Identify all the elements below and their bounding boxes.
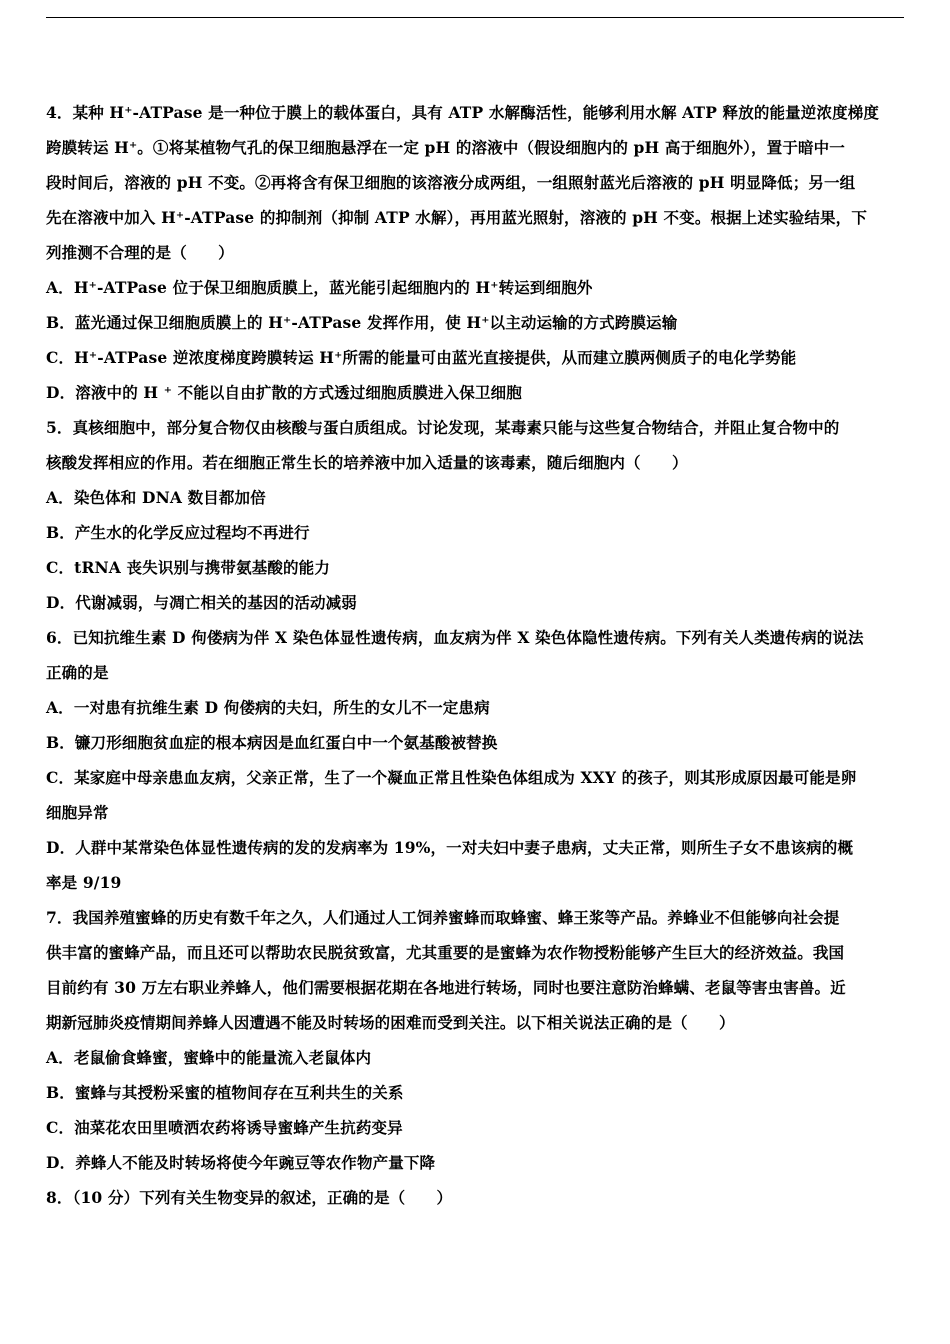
question-7-stem-line: 供丰富的蜜蜂产品，而且还可以帮助农民脱贫致富，尤其重要的是蜜蜂为农作物授粉能够产生巨大的经济效益。我国 bbox=[46, 943, 845, 962]
question-4-stem-line: 先在溶液中加入 H⁺-ATPase 的抑制剂（抑制 ATP 水解），再用蓝光照射，溶液的 pH 不变。根据上述实验结果，下 bbox=[46, 208, 867, 227]
question-6-stem-line: 6．已知抗维生素 D 佝偻病为伴 X 染色体显性遗传病，血友病为伴 X 染色体隐性遗传病。下列有关人类遗传病的说法 bbox=[46, 628, 864, 647]
header-rule bbox=[46, 17, 904, 18]
question-6 bbox=[46, 620, 906, 900]
question-6-option-c-cont: 细胞异常 bbox=[46, 803, 109, 822]
question-5-option-a: A．染色体和 DNA 数目都加倍 bbox=[46, 488, 266, 507]
question-4 bbox=[46, 95, 906, 410]
question-4-stem-line: 段时间后，溶液的 pH 不变。②再将含有保卫细胞的该溶液分成两组，一组照射蓝光后溶液的 pH 明显降低；另一组 bbox=[46, 173, 856, 192]
question-7 bbox=[46, 900, 906, 1180]
question-6-option-a: A．一对患有抗维生素 D 佝偻病的夫妇，所生的女儿不一定患病 bbox=[46, 698, 490, 717]
question-4-stem-line: 4．某种 H⁺-ATPase 是一种位于膜上的载体蛋白，具有 ATP 水解酶活性，能够利用水解 ATP 释放的能量逆浓度梯度 bbox=[46, 103, 880, 122]
question-4-stem-line: 跨膜转运 H⁺。①将某植物气孔的保卫细胞悬浮在一定 pH 的溶液中（假设细胞内的 pH 高于细胞外），置于暗中一 bbox=[46, 138, 845, 157]
question-5 bbox=[46, 410, 906, 620]
question-5-stem-line: 5．真核细胞中，部分复合物仅由核酸与蛋白质组成。讨论发现，某毒素只能与这些复合物结合，并阻止复合物中的 bbox=[46, 418, 840, 437]
question-7-option-d: D．养蜂人不能及时转场将使今年豌豆等农作物产量下降 bbox=[46, 1153, 436, 1172]
question-4-option-b: B．蓝光通过保卫细胞质膜上的 H⁺-ATPase 发挥作用，使 H⁺以主动运输的方式跨膜运输 bbox=[46, 313, 678, 332]
question-5-option-d: D．代谢减弱，与凋亡相关的基因的活动减弱 bbox=[46, 593, 357, 612]
question-7-option-c: C．油菜花农田里喷洒农药将诱导蜜蜂产生抗药变异 bbox=[46, 1118, 403, 1137]
question-7-stem-line: 目前约有 30 万左右职业养蜂人，他们需要根据花期在各地进行转场，同时也要注意防治蜂螨、老鼠等害虫害兽。近 bbox=[46, 978, 846, 997]
question-7-stem-line: 期新冠肺炎疫情期间养蜂人因遭遇不能及时转场的困难而受到关注。以下相关说法正确的是（ ） bbox=[46, 1013, 735, 1032]
question-6-option-d: D．人群中某常染色体显性遗传病的发的发病率为 19%，一对夫妇中妻子患病，丈夫正常，则所生子女不患该病的概 bbox=[46, 838, 854, 857]
question-4-option-a: A．H⁺-ATPase 位于保卫细胞质膜上，蓝光能引起细胞内的 H⁺转运到细胞外 bbox=[46, 278, 593, 297]
question-7-stem-line: 7．我国养殖蜜蜂的历史有数千年之久，人们通过人工饲养蜜蜂而取蜂蜜、蜂王浆等产品。养蜂业不但能够向社会提 bbox=[46, 908, 840, 927]
question-5-option-b: B．产生水的化学反应过程均不再进行 bbox=[46, 523, 310, 542]
question-5-option-c: C．tRNA 丧失识别与携带氨基酸的能力 bbox=[46, 558, 330, 577]
question-4-option-d: D．溶液中的 H ⁺ 不能以自由扩散的方式透过细胞质膜进入保卫细胞 bbox=[46, 383, 522, 402]
question-6-option-d-cont: 率是 9/19 bbox=[46, 873, 122, 892]
question-6-option-b: B．镰刀形细胞贫血症的根本病因是血红蛋白中一个氨基酸被替换 bbox=[46, 733, 498, 752]
question-7-option-b: B．蜜蜂与其授粉采蜜的植物间存在互利共生的关系 bbox=[46, 1083, 404, 1102]
question-content bbox=[46, 95, 906, 1215]
question-4-stem-line: 列推测不合理的是（ ） bbox=[46, 243, 234, 262]
question-8 bbox=[46, 1180, 906, 1215]
question-6-option-c: C．某家庭中母亲患血友病，父亲正常，生了一个凝血正常且性染色体组成为 XXY 的孩子，则其形成原因最可能是卵 bbox=[46, 768, 857, 787]
question-6-stem-line: 正确的是 bbox=[46, 663, 109, 682]
question-7-option-a: A．老鼠偷食蜂蜜，蜜蜂中的能量流入老鼠体内 bbox=[46, 1048, 372, 1067]
question-4-option-c: C．H⁺-ATPase 逆浓度梯度跨膜转运 H⁺所需的能量可由蓝光直接提供，从而建立膜两侧质子的电化学势能 bbox=[46, 348, 797, 367]
question-5-stem-line: 核酸发挥相应的作用。若在细胞正常生长的培养液中加入适量的该毒素，随后细胞内（ ） bbox=[46, 453, 688, 472]
question-8-stem-line: 8．（10 分）下列有关生物变异的叙述，正确的是（ ） bbox=[46, 1188, 453, 1207]
